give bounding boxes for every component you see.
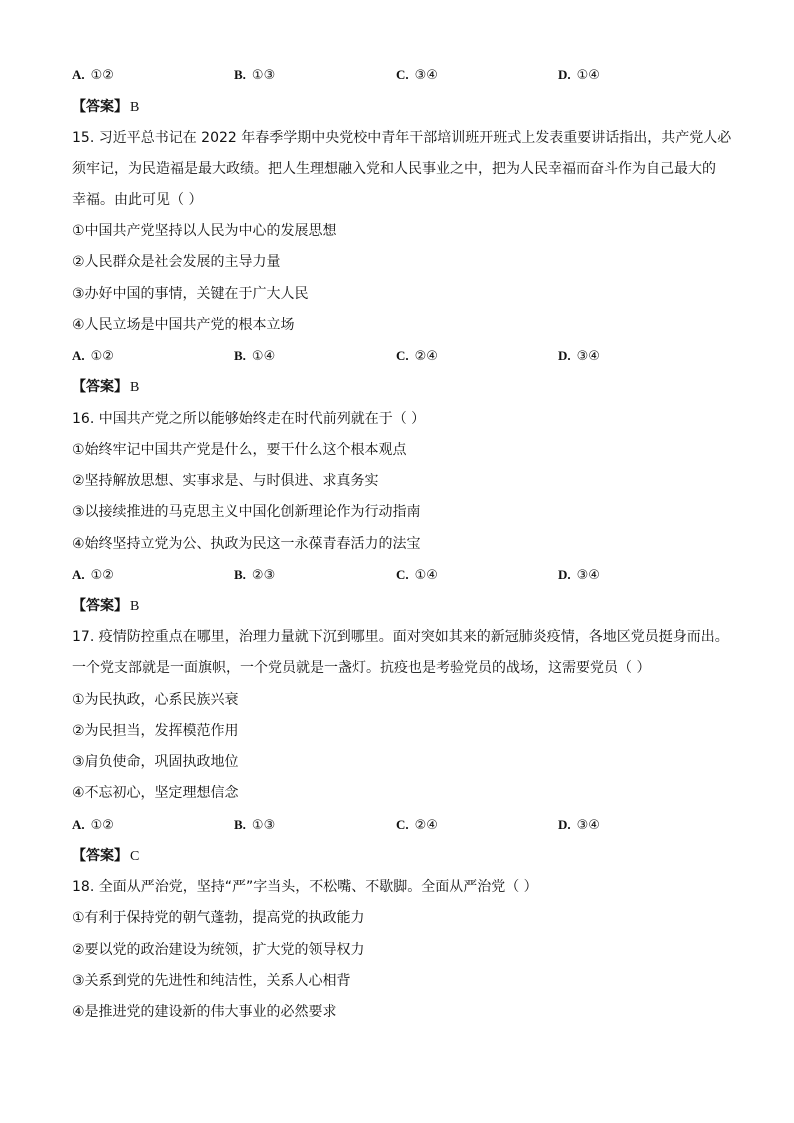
q14-answer: 【答案】 B xyxy=(72,99,140,115)
q16-option-d: D. ③④ xyxy=(558,567,600,583)
q17-options xyxy=(72,815,722,835)
q18-item-3: ③关系到党的先进性和纯洁性，关系人心相背 xyxy=(72,973,351,989)
q17-option-b: B. ①③ xyxy=(234,817,276,833)
q16-option-a: A. ①② xyxy=(72,567,114,583)
q16-stem-line-1: 16. 中国共产党之所以能够始终走在时代前列就在于（ ） xyxy=(72,411,426,427)
q17-answer: 【答案】 C xyxy=(72,848,140,864)
q18-item-1: ①有利于保持党的朝气蓬勃，提高党的执政能力 xyxy=(72,910,365,926)
q15-item-3: ③办好中国的事情，关键在于广大人民 xyxy=(72,286,309,302)
q15-option-a: A. ①② xyxy=(72,348,114,364)
q18-stem-line-1: 18. 全面从严治党，坚持“严”字当头，不松嘴、不歇脚。全面从严治党（ ） xyxy=(72,879,538,895)
q15-option-c: C. ②④ xyxy=(396,348,438,364)
q15-answer: 【答案】 B xyxy=(72,379,140,395)
q15-item-2: ②人民群众是社会发展的主导力量 xyxy=(72,254,281,270)
q14-option-b: B. ①③ xyxy=(234,67,276,83)
q14-options xyxy=(72,65,722,85)
q17-item-4: ④不忘初心，坚定理想信念 xyxy=(72,785,239,801)
q17-stem-line-2: 一个党支部就是一面旗帜，一个党员就是一盏灯。抗疫也是考验党员的战场，这需要党员（ ） xyxy=(72,660,651,676)
q15-stem-line-2: 须牢记，为民造福是最大政绩。把人生理想融入党和人民事业之中，把为人民幸福而奋斗作为自己最大的 xyxy=(72,161,716,177)
q17-option-d: D. ③④ xyxy=(558,817,600,833)
q15-option-d: D. ③④ xyxy=(558,348,600,364)
q14-option-c: C. ③④ xyxy=(396,67,438,83)
q16-options xyxy=(72,565,722,585)
q17-item-2: ②为民担当，发挥模范作用 xyxy=(72,723,239,739)
q17-item-1: ①为民执政，心系民族兴衰 xyxy=(72,692,239,708)
q18-item-4: ④是推进党的建设新的伟大事业的必然要求 xyxy=(72,1004,337,1020)
q16-option-c: C. ①④ xyxy=(396,567,438,583)
q16-answer: 【答案】 B xyxy=(72,598,140,614)
q16-item-3: ③以接续推进的马克思主义中国化创新理论作为行动指南 xyxy=(72,504,421,520)
q17-option-a: A. ①② xyxy=(72,817,114,833)
q16-item-1: ①始终牢记中国共产党是什么，要干什么这个根本观点 xyxy=(72,442,407,458)
q15-stem-line-1: 15. 习近平总书记在 2022 年春季学期中央党校中青年干部培训班开班式上发表重要讲话指出，共产党人必 xyxy=(72,130,732,146)
q17-stem-line-1: 17. 疫情防控重点在哪里，治理力量就下沉到哪里。面对突如其来的新冠肺炎疫情，各地区党员挺身而出。 xyxy=(72,629,729,645)
q18-item-2: ②要以党的政治建设为统领，扩大党的领导权力 xyxy=(72,942,365,958)
q15-item-4: ④人民立场是中国共产党的根本立场 xyxy=(72,317,295,333)
q15-item-1: ①中国共产党坚持以人民为中心的发展思想 xyxy=(72,223,337,239)
q16-item-4: ④始终坚持立党为公、执政为民这一永葆青春活力的法宝 xyxy=(72,536,421,552)
q15-stem-line-3: 幸福。由此可见（ ） xyxy=(72,192,203,208)
q16-item-2: ②坚持解放思想、实事求是、与时俱进、求真务实 xyxy=(72,473,379,489)
q17-item-3: ③肩负使命，巩固执政地位 xyxy=(72,754,239,770)
q14-option-d: D. ①④ xyxy=(558,67,600,83)
q15-options xyxy=(72,346,722,366)
q16-option-b: B. ②③ xyxy=(234,567,276,583)
q14-option-a: A. ①② xyxy=(72,67,114,83)
q15-option-b: B. ①④ xyxy=(234,348,276,364)
q17-option-c: C. ②④ xyxy=(396,817,438,833)
